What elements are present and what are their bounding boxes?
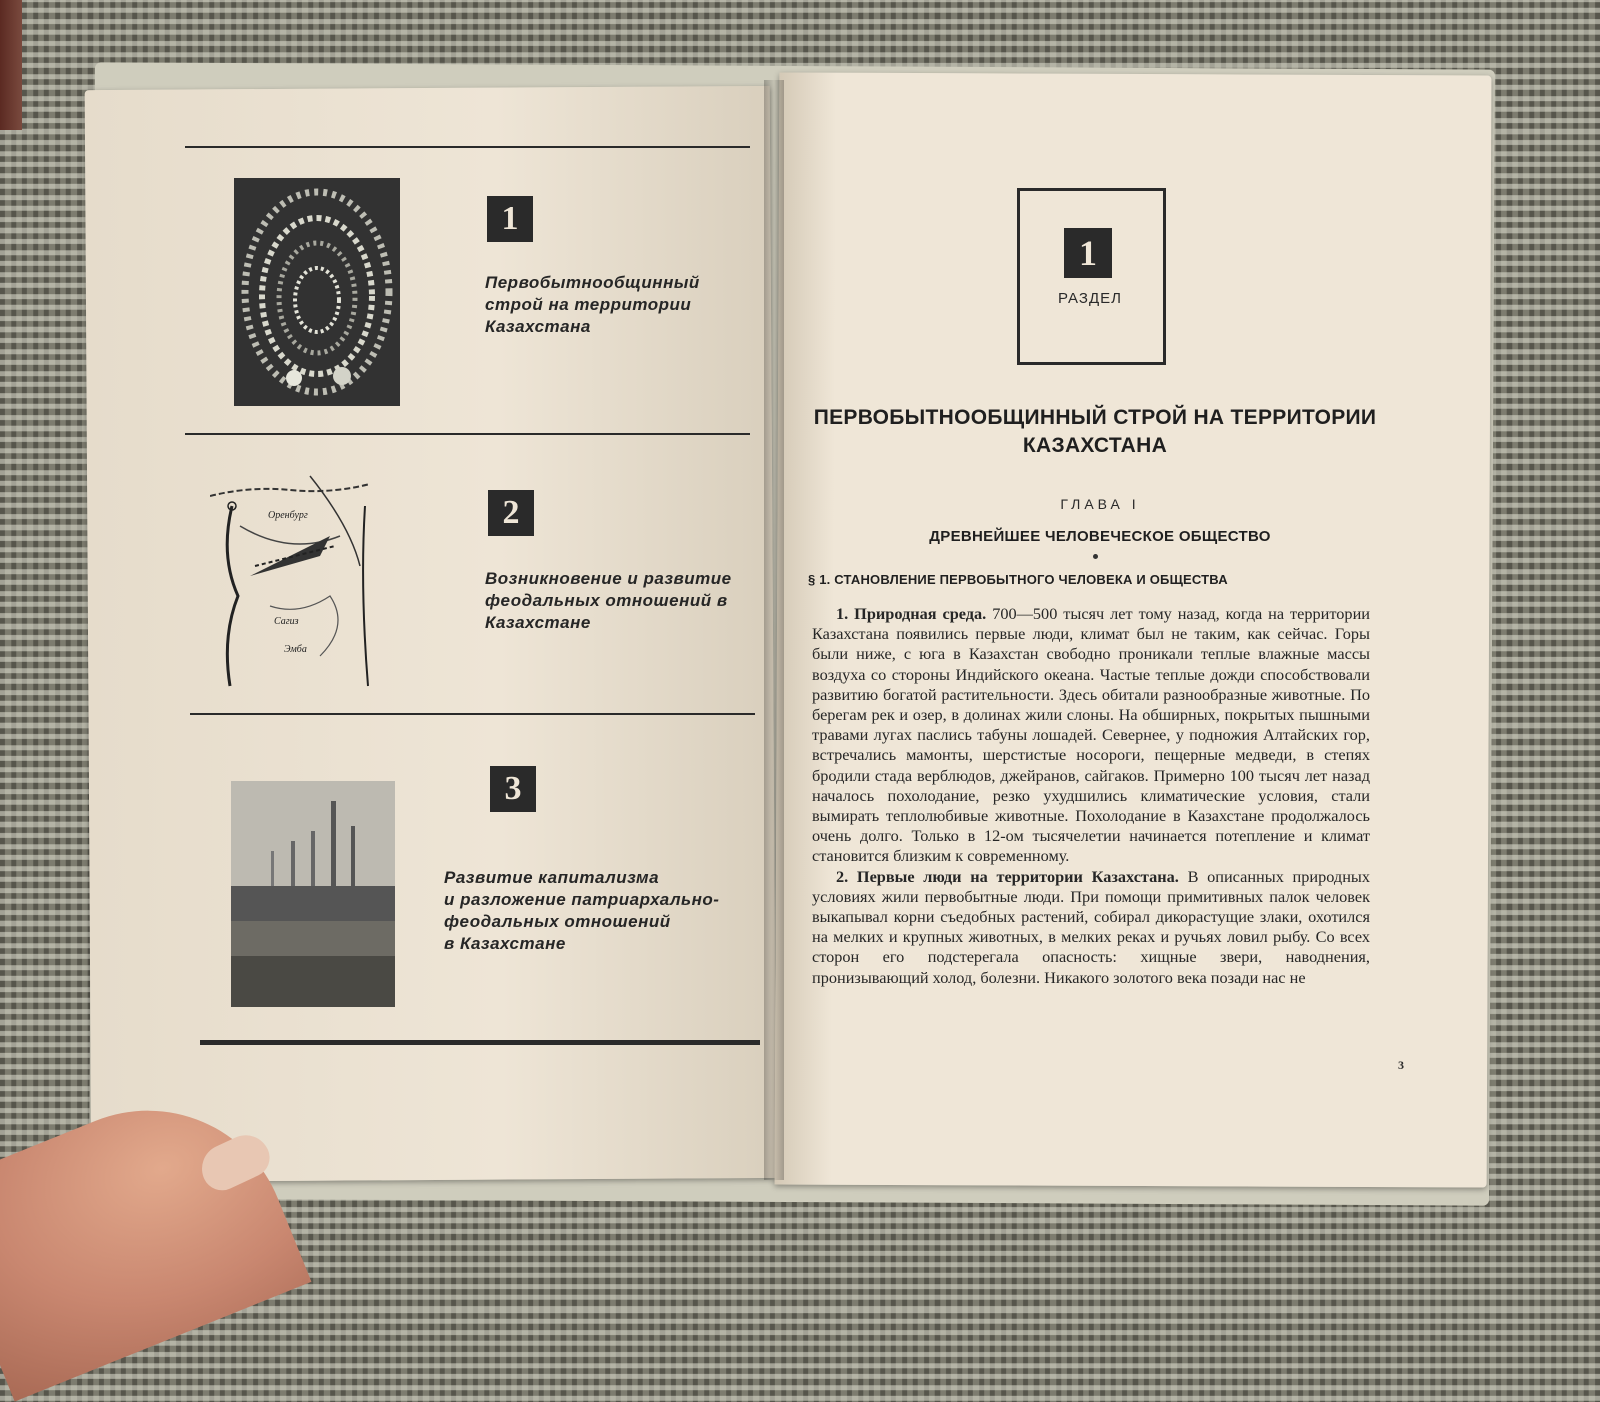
- background-fabric-corner: [0, 0, 22, 130]
- part-title: [810, 404, 1380, 460]
- razdel-number-badge: 1: [1064, 228, 1112, 278]
- chapter-title: ДРЕВНЕЙШЕЕ ЧЕЛОВЕЧЕСКОЕ ОБЩЕСТВО: [929, 528, 1271, 545]
- divider-line: [185, 146, 750, 148]
- ornament-dot: [1093, 554, 1098, 559]
- section-title-line: Возникновение и развитие: [485, 569, 732, 588]
- section-title-line: в Казахстане: [444, 934, 566, 953]
- divider-line: [185, 433, 750, 435]
- section-title-line: феодальных отношений в: [485, 591, 728, 610]
- section-title: [485, 272, 700, 338]
- section-title-line: Первобытнообщинный: [485, 273, 700, 292]
- body-paragraph: [812, 867, 1370, 988]
- part-title-line: ПЕРВОБЫТНООБЩИННЫЙ СТРОЙ НА ТЕРРИТОРИИ: [813, 406, 1377, 429]
- factory-photo: [231, 781, 395, 1007]
- section-number-badge: 1: [487, 196, 533, 242]
- section-title: [444, 867, 719, 955]
- divider-line: [190, 713, 755, 715]
- body-text: [812, 604, 1370, 988]
- section-title-line: Казахстане: [485, 613, 591, 632]
- jewelry-photo: [234, 178, 400, 406]
- historical-map: [210, 466, 376, 691]
- map-label: Сагиз: [274, 616, 299, 627]
- book-gutter: [764, 80, 784, 1180]
- section-title: [485, 568, 732, 634]
- chapter-number: ГЛАВА I: [1060, 496, 1140, 512]
- map-label: Оренбург: [268, 510, 308, 521]
- body-paragraph: [812, 604, 1370, 867]
- section-title-line: Казахстана: [485, 317, 591, 336]
- left-page: [85, 86, 777, 1182]
- section-number-badge: 3: [490, 766, 536, 812]
- razdel-label: РАЗДЕЛ: [1058, 290, 1122, 307]
- divider-line: [200, 1040, 760, 1045]
- section-title-line: строй на территории: [485, 295, 692, 314]
- section-title-line: и разложение патриархально-: [444, 890, 720, 909]
- paragraph-lead: 2. Первые люди на территории Казахстана.: [836, 866, 1179, 886]
- paragraph-heading: § 1. СТАНОВЛЕНИЕ ПЕРВОБЫТНОГО ЧЕЛОВЕКА И ОБЩЕСТВА: [808, 572, 1228, 587]
- section-title-line: феодальных отношений: [444, 912, 671, 931]
- part-title-line: КАЗАХСТАНА: [1022, 434, 1168, 457]
- section-number-badge: 2: [488, 490, 534, 536]
- paragraph-lead: 1. Природная среда.: [836, 604, 987, 623]
- section-title-line: Развитие капитализма: [444, 868, 660, 887]
- page-number: 3: [1398, 1058, 1404, 1072]
- paragraph-text: В описанных природных условиях жили первобытные люди. При помощи примитивных палок человек выкапывал корни съедобных растений, собирал дикорастущие злаки, охотился на мелких и крупных животных, в мелких реках и ручьях ловил рыбу. Со всех сторон его подстерегала опасность: хищные звери, наводнения, пронизывающий холод, болезни. Никакого золотого века позади нас не: [812, 866, 1370, 987]
- map-label: Эмба: [284, 644, 307, 655]
- paragraph-text: 700—500 тысяч лет тому назад, когда на территории Казахстана появились первые люди, климат был не таким, как сейчас. Горы были ниже, с юга в Казахстан свободно проникали теплые влажные массы воздуха со стороны Индийского океана. Частые теплые дожди способствовали развитию богатой растительности. Здесь обитали разнообразные животные. По берегам рек и озер, в долинах жили слоны. На обширных, покрытых пышными травами лугах паслись табуны лошадей. Севернее, у подножия Алтайских гор, встречались мамонты, шерстистые носороги, пещерные медведи, в степях бродили стада верблюдов, джейранов, сайгаков. Примерно 100 тысяч лет назад началось похолодание, резко ухудшились климатические условия, стали вымирать теплолюбивые животные. Похолодание в Казахстане продолжалось очень долго. Только в 12-ом тысячелетии начинается потепление и климат становится близким к современному.: [812, 604, 1370, 866]
